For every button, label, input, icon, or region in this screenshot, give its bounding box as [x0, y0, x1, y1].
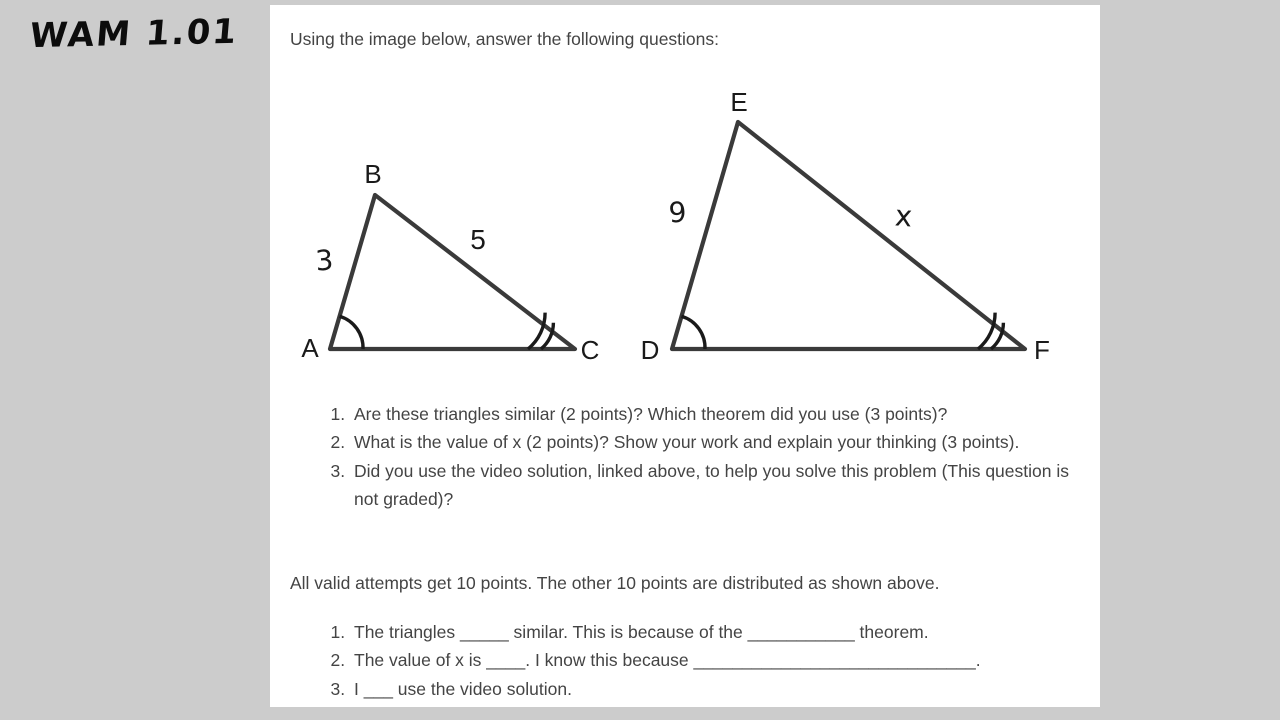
angle-mark-d [682, 316, 706, 349]
similar-triangles-figure [270, 65, 1100, 385]
question-item: 2. What is the value of x (2 points)? Show your work and explain your thinking (3 points). [350, 428, 1090, 456]
questions-list [328, 400, 1090, 513]
angle-mark-a [340, 316, 363, 349]
answer-prompt-item: 3. I ___ use the video solution. [350, 675, 1090, 703]
vertex-label-b: B [364, 159, 382, 189]
side-ab-length: 3 [314, 243, 335, 278]
vertex-label-f: F [1034, 335, 1050, 365]
side-de-length: 9 [667, 195, 688, 230]
triangle-abc-outline [330, 195, 575, 349]
triangle-abc [301, 159, 599, 365]
vertex-label-d: D [640, 335, 660, 365]
figure-svg [270, 65, 1100, 385]
answer-prompt-item: 2. The value of x is ____. I know this because _____________________________. [350, 646, 1090, 674]
vertex-label-a: A [301, 333, 319, 363]
triangle-def [641, 87, 1050, 365]
vertex-label-e: E [730, 87, 748, 117]
slide-title: WAM 1.01 [28, 11, 240, 57]
grading-note: All valid attempts get 10 points. The other 10 points are distributed as shown above. [290, 573, 940, 593]
question-item: 1. Are these triangles similar (2 points)? Which theorem did you use (3 points)? [350, 400, 1090, 428]
answer-prompts-list [328, 618, 1090, 703]
answer-prompt-item: 1. The triangles _____ similar. This is because of the ___________ theorem. [350, 618, 1090, 646]
question-item: 3. Did you use the video solution, linked above, to help you solve this problem (This question is not graded)? [350, 457, 1090, 514]
triangle-def-outline [672, 122, 1025, 349]
side-bc-length: 5 [470, 224, 486, 255]
side-ef-length: x [893, 198, 914, 234]
worksheet-panel [270, 5, 1100, 707]
vertex-label-c: C [580, 335, 600, 365]
intro-instruction: Using the image below, answer the following questions: [290, 29, 719, 49]
